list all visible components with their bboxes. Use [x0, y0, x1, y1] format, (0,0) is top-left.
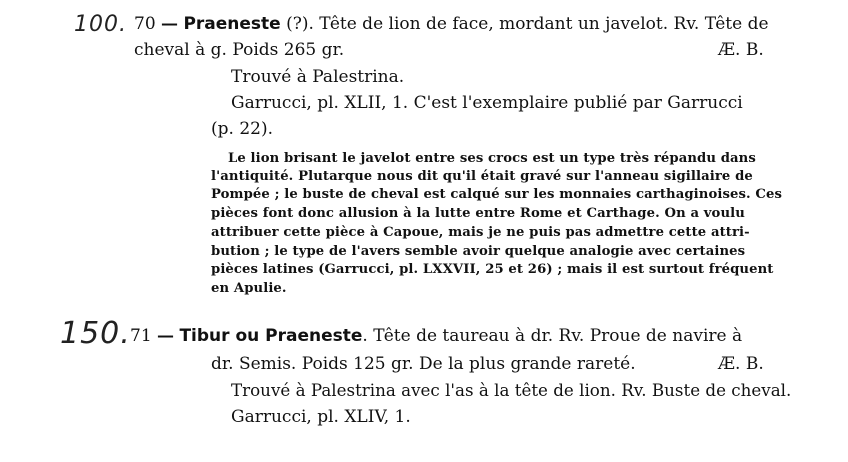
note-line: en Apulie.	[211, 281, 287, 296]
entry-reference-line2: (p. 22).	[211, 119, 273, 139]
entry-description-line2: cheval à g. Poids 265 gr.	[134, 40, 345, 60]
note-line: pièces latines (Garrucci, pl. LXXVII, 25 et 26) ; mais il est surtout fréquent	[211, 262, 774, 277]
note-line: Le lion brisant le javelot entre ses crocs est un type très répandu dans	[228, 151, 756, 166]
entry-metal: Æ. B.	[718, 354, 764, 374]
entry-found: Trouvé à Palestrina avec l'as à la tête de lion. Rv. Buste de cheval.	[231, 381, 792, 401]
entry-dash: —	[157, 326, 175, 346]
entry-number: 71	[130, 326, 152, 346]
entry-reference-line1: Garrucci, pl. XLII, 1. C'est l'exemplaire publié par Garrucci	[231, 93, 743, 113]
entry-place-suffix: .	[362, 326, 368, 346]
entry-description-line1: Tête de lion de face, mordant un javelot. Rv. Tête de	[313, 14, 769, 34]
handwritten-price: 100.	[74, 12, 127, 37]
entry-number: 70	[134, 14, 156, 34]
note-line: l'antiquité. Plutarque nous dit qu'il était gravé sur l'anneau sigillaire de	[211, 169, 753, 184]
entry-metal: Æ. B.	[718, 40, 764, 60]
note-line: pièces font donc allusion à la lutte entre Rome et Carthage. On a voulu	[211, 206, 745, 221]
entry-found: Trouvé à Palestrina.	[231, 67, 405, 87]
entry-dash: —	[161, 14, 179, 34]
entry-reference-line1: Garrucci, pl. XLIV, 1.	[231, 407, 411, 427]
note-line: Pompée ; le buste de cheval est calqué sur les monnaies carthaginoises. Ces	[211, 187, 783, 202]
entry-heading-line	[134, 14, 769, 34]
entry-description-line2: dr. Semis. Poids 125 gr. De la plus grande rareté.	[211, 354, 636, 374]
entry-heading-line	[130, 326, 742, 346]
note-line: bution ; le type de l'avers semble avoir quelque analogie avec certaines	[211, 244, 746, 259]
handwritten-price: 150.	[60, 316, 131, 351]
entry-place-suffix: (?).	[280, 14, 314, 34]
entry-place: Tibur ou Praeneste	[179, 326, 363, 346]
note-line: attribuer cette pièce à Capoue, mais je ne puis pas admettre cette attri-	[211, 225, 750, 240]
entry-place: Praeneste	[183, 14, 281, 34]
entry-description-line1: Tête de taureau à dr. Rv. Proue de navire à	[367, 326, 743, 346]
